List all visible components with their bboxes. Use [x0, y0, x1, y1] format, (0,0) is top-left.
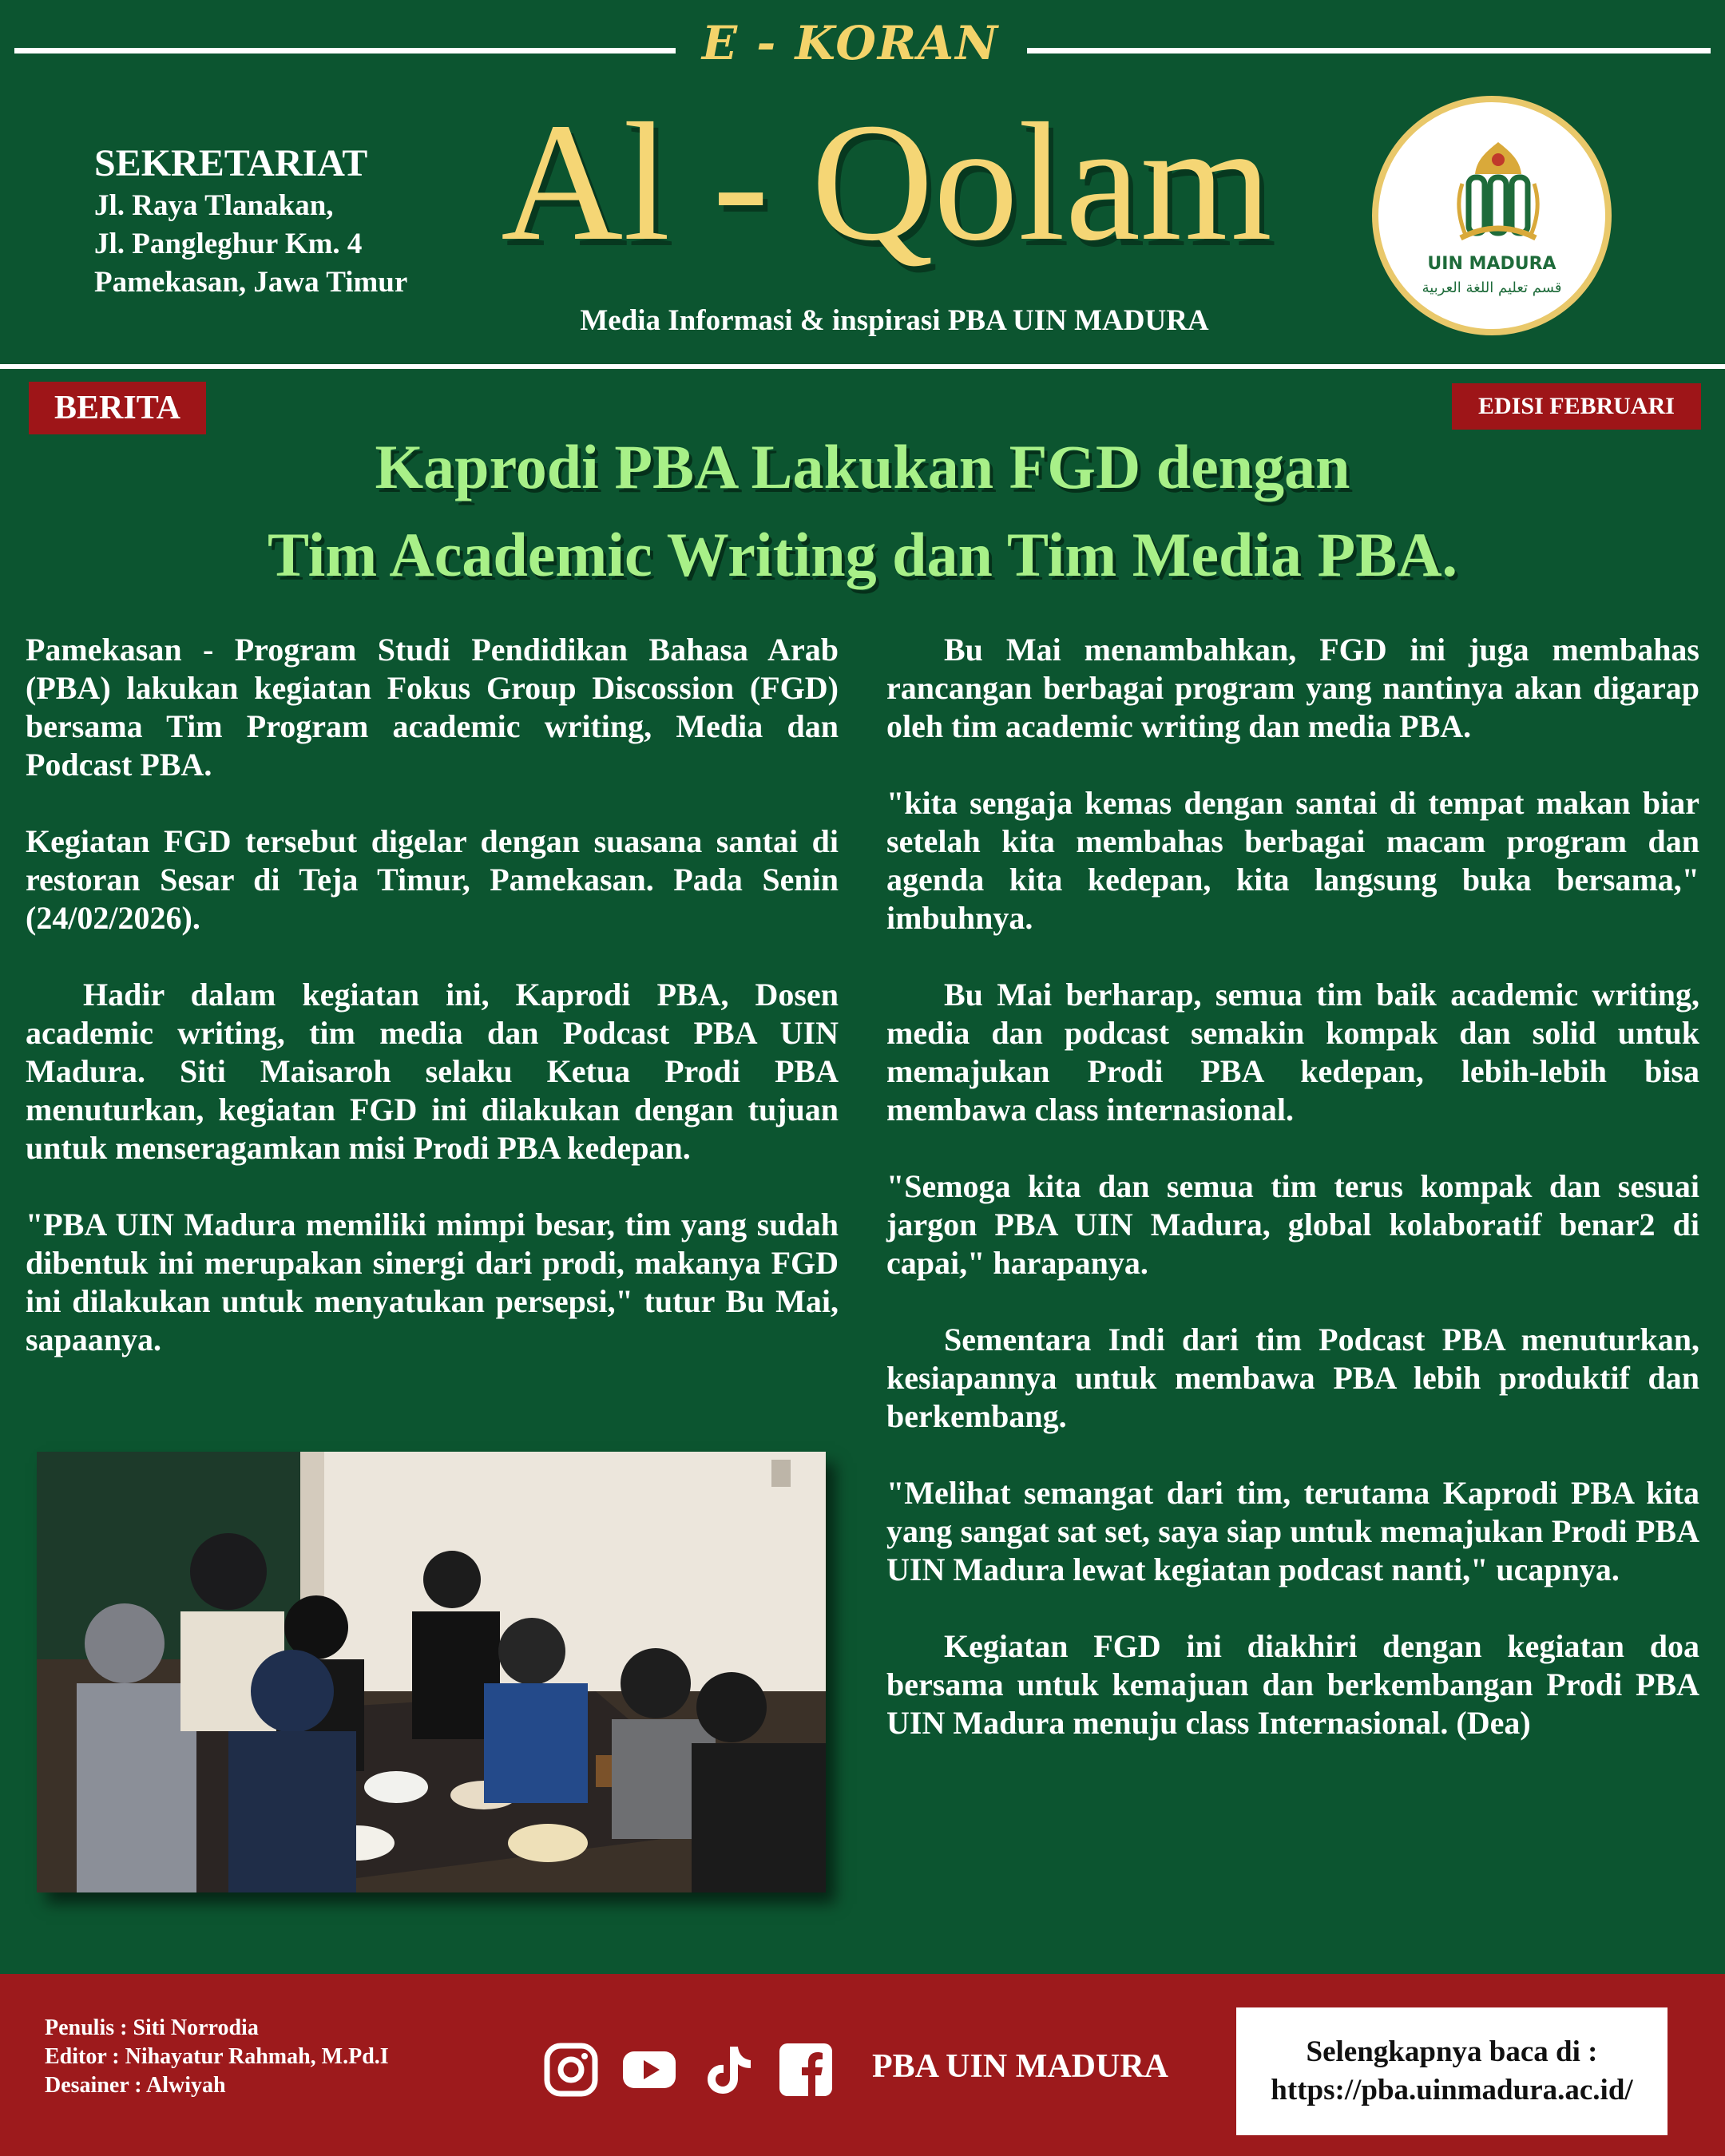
secretariat-address	[94, 141, 407, 302]
instagram-icon[interactable]	[543, 2042, 599, 2098]
article-column-right	[886, 631, 1699, 1781]
credits	[45, 2014, 389, 2100]
read-more-label: Selengkapnya baca di :	[1306, 2035, 1598, 2068]
address-line: Jl. Pangleghur Km. 4	[94, 228, 363, 260]
edition-badge: EDISI FEBRUARI	[1452, 383, 1701, 430]
article-column-left	[26, 631, 839, 1397]
credit-editor: Editor : Nihayatur Rahmah, M.Pd.I	[45, 2044, 389, 2069]
uin-madura-logo	[1372, 96, 1612, 335]
article-paragraph: Kegiatan FGD tersebut digelar dengan suasana santai di restoran Sesar di Teja Timur, Pamekasan. Pada Senin (24/02/2026).	[26, 823, 839, 936]
address-line: Pamekasan, Jawa Timur	[94, 266, 408, 299]
logo-arabic-text: قسم تعليم اللغة العربية	[1422, 279, 1562, 296]
facebook-icon[interactable]	[778, 2042, 834, 2098]
tiktok-icon[interactable]	[700, 2042, 755, 2098]
secretariat-title: SEKRETARIAT	[94, 142, 368, 184]
article-paragraph: Bu Mai berharap, semua tim baik academic writing, media dan podcast semakin kompak dan solid untuk memajukan Prodi PBA kedepan, lebih-lebih bisa membawa class internasional.	[886, 977, 1699, 1128]
event-photo	[37, 1452, 826, 1892]
headline-line-2: Tim Academic Writing dan Tim Media PBA.	[267, 520, 1458, 589]
section-label: BERITA	[29, 382, 206, 434]
read-more-box	[1236, 2007, 1668, 2135]
social-handle: PBA UIN MADURA	[872, 2048, 1168, 2085]
credit-designer: Desainer : Alwiyah	[45, 2073, 226, 2098]
youtube-icon[interactable]	[621, 2042, 677, 2098]
article-headline	[32, 423, 1693, 599]
article-paragraph: "PBA UIN Madura memiliki mimpi besar, tim yang sudah dibentuk ini merupakan sinergi dari prodi, makanya FGD ini dilakukan untuk menyatukan persepsi," tutur Bu Mai, sapaanya.	[26, 1207, 839, 1357]
headline-line-1: Kaprodi PBA Lakukan FGD dengan	[375, 432, 1350, 501]
footer-bar	[0, 1974, 1725, 2156]
article-paragraph: Hadir dalam kegiatan ini, Kaprodi PBA, Dosen academic writing, tim media dan Podcast PBA UIN Madura. Siti Maisaroh selaku Ketua Prodi PBA menuturkan, kegiatan FGD ini dilakukan dengan tujuan untuk menseragamkan misi Prodi PBA kedepan.	[26, 977, 839, 1166]
masthead-title: Al - Qolam	[501, 88, 1272, 275]
top-rule-left	[14, 48, 676, 54]
article-paragraph: "Melihat semangat dari tim, terutama Kaprodi PBA kita yang sangat sat set, saya siap untuk memajukan Prodi PBA UIN Madura lewat kegiatan podcast nanti," ucapnya.	[886, 1475, 1699, 1587]
uin-madura-emblem-icon	[1438, 136, 1558, 256]
article-paragraph: Bu Mai menambahkan, FGD ini juga membahas rancangan berbagai program yang nantinya akan digarap oleh tim academic writing dan media PBA.	[886, 632, 1699, 744]
masthead-divider	[0, 364, 1725, 369]
address-line: Jl. Raya Tlanakan,	[94, 189, 334, 222]
article-paragraph: "kita sengaja kemas dengan santai di tempat makan biar setelah kita membahas berbagai macam program dan agenda kita kedepan, kita langsung buka bersama," imbuhnya.	[886, 785, 1699, 936]
logo-name: UIN MADURA	[1427, 254, 1556, 274]
article-paragraph: Kegiatan FGD ini diakhiri dengan kegiatan doa bersama untuk kemajuan dan berkembangan Prodi PBA UIN Madura menuju class Internasional. (Dea)	[886, 1628, 1699, 1741]
article-paragraph: Pamekasan - Program Studi Pendidikan Bahasa Arab (PBA) lakukan kegiatan Fokus Group Discossion (FGD) bersama Tim Program academic writing, Media dan Podcast PBA.	[26, 632, 839, 783]
top-rule-right	[1027, 48, 1711, 54]
article-paragraph: "Semoga kita dan semua tim terus kompak dan sesuai jargon PBA UIN Madura, global kolaboratif benar2 di capai," harapanya.	[886, 1168, 1699, 1281]
masthead-tagline: Media Informasi & inspirasi PBA UIN MADURA	[580, 304, 1209, 337]
kicker-ekoran: E - KORAN	[701, 16, 1000, 70]
read-more-link[interactable]: https://pba.uinmadura.ac.id/	[1271, 2074, 1633, 2106]
credit-writer: Penulis : Siti Norrodia	[45, 2015, 259, 2040]
article-paragraph: Sementara Indi dari tim Podcast PBA menuturkan, kesiapannya untuk membawa PBA lebih produktif dan berkembang.	[886, 1322, 1699, 1434]
